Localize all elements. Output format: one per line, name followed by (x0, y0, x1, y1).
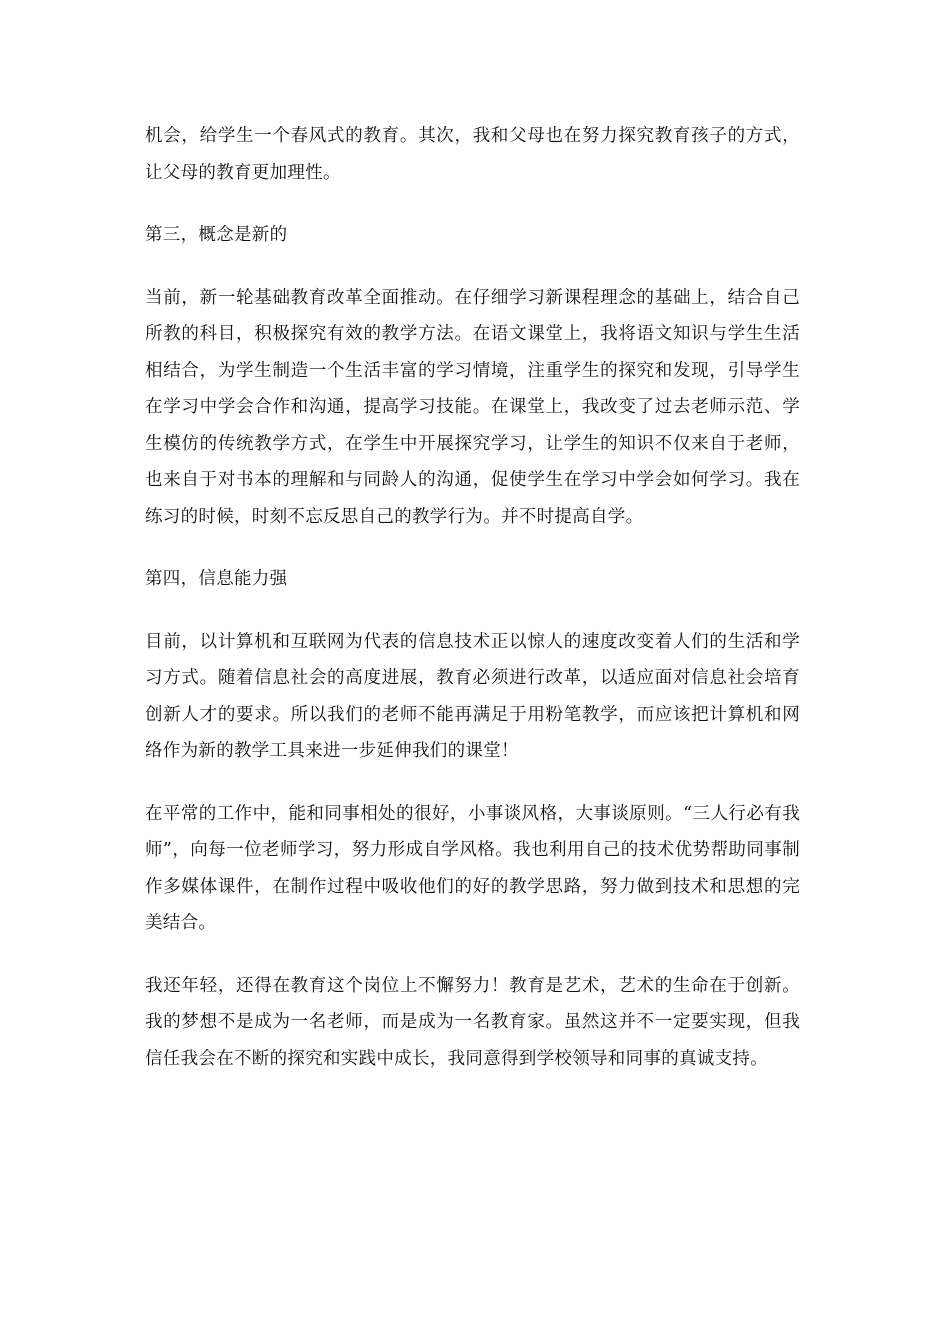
paragraph-body: 当前，新一轮基础教育改革全面推动。在仔细学习新课程理念的基础上，结合自己所教的科目，积极探究有效的教学方法。在语文课堂上，我将语文知识与学生生活相结合，为学生制造一个生活丰富的学习情境，注重学生的探究和发现，引导学生在学习中学会合作和沟通，提高学习技能。在课堂上，我改变了过去老师示范、学生模仿的传统教学方式，在学生中开展探究学习，让学生的知识不仅来自于老师，也来自于对书本的理解和与同龄人的沟通，促使学生在学习中学会如何学习。我在练习的时候，时刻不忘反思自己的教学行为。并不时提高自学。 (145, 287, 800, 527)
paragraph-body: 目前，以计算机和互联网为代表的信息技术正以惊人的速度改变着人们的生活和学习方式。随着信息社会的高度进展，教育必须进行改革，以适应面对信息社会培育创新人才的要求。所以我们的老师不能再满足于用粉笔教学，而应该把计算机和网络作为新的教学工具来进一步延伸我们的课堂！ (145, 631, 800, 761)
paragraph-body: 在平常的工作中，能和同事相处的很好，小事谈风格，大事谈原则。“三人行必有我师”，向每一位老师学习，努力形成自学风格。我也利用自己的技术优势帮助同事制作多媒体课件，在制作过程中吸收他们的好的教学思路，努力做到技术和思想的完美结合。 (145, 803, 800, 933)
section-heading-third: 第三，概念是新的 (145, 225, 288, 245)
paragraph-body: 我还年轻，还得在教育这个岗位上不懈努力！教育是艺术，艺术的生命在于创新。我的梦想不是成为一名老师，而是成为一名教育家。虽然这并不一定要实现，但我信任我会在不断的探究和实践中成长，我同意得到学校领导和同事的真诚支持。 (145, 975, 800, 1069)
paragraph-body: 机会，给学生一个春风式的教育。其次，我和父母也在努力探究教育孩子的方式，让父母的教育更加理性。 (145, 126, 800, 183)
section-heading-fourth: 第四，信息能力强 (145, 569, 288, 589)
document-page (145, 118, 800, 1103)
